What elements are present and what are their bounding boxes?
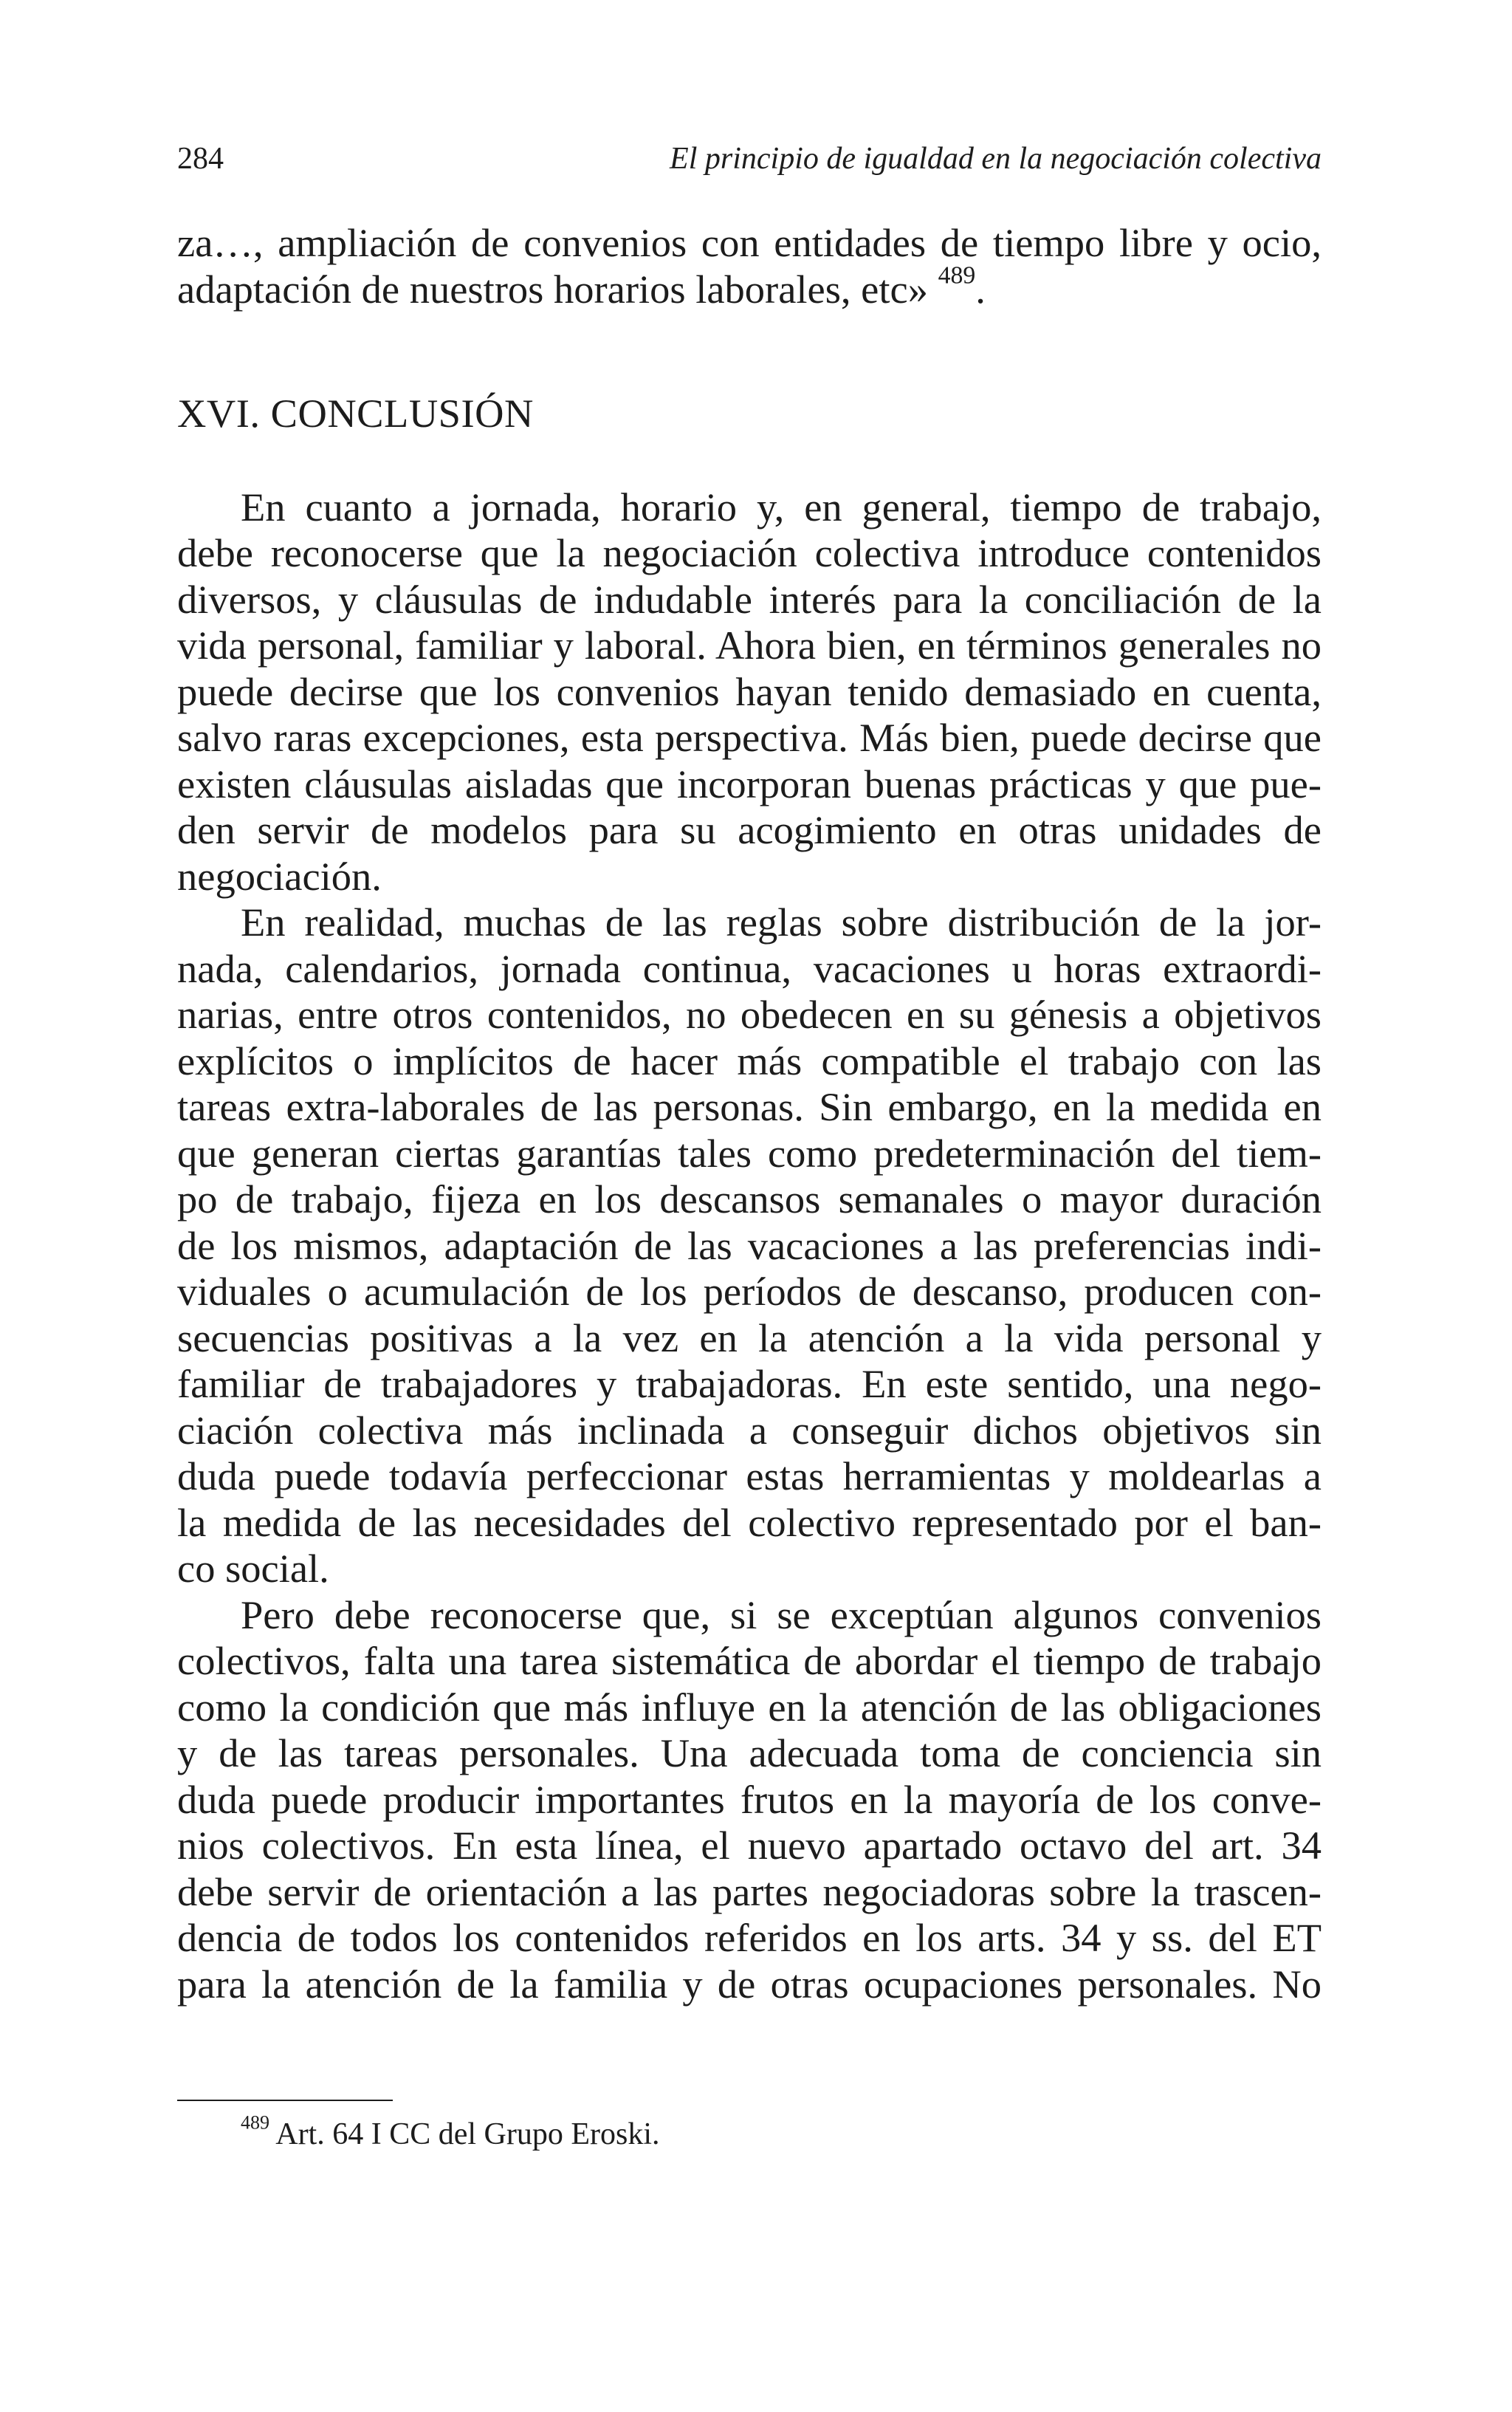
text-line: vida personal, familiar y laboral. Ahora bien, en términos generales no xyxy=(177,623,1322,668)
intro-fragment xyxy=(177,220,1322,312)
text-line xyxy=(177,261,1322,313)
text-line: puede decirse que los convenios hayan tenido demasiado en cuenta, xyxy=(177,668,1322,714)
footnote-number: 489 xyxy=(241,2111,270,2134)
text-line: En cuanto a jornada, horario y, en general, tiempo de trabajo, xyxy=(241,484,1322,530)
text-line: viduales o acumulación de los períodos de descanso, producen con- xyxy=(177,1269,1322,1314)
text-line: duda puede todavía perfeccionar estas herramientas y moldearlas a xyxy=(177,1453,1322,1498)
text-line: colectivos, falta una tarea sistemática de abordar el tiempo de trabajo xyxy=(177,1638,1322,1683)
footnote-separator xyxy=(177,2100,393,2101)
text-line: secuencias positivas a la vez en la atención a la vida personal y xyxy=(177,1315,1322,1360)
text-line: den servir de modelos para su acogimiento en otras unidades de xyxy=(177,807,1322,852)
text-line: co social. xyxy=(177,1546,329,1591)
text-line: nada, calendarios, jornada continua, vacaciones u horas extraordi- xyxy=(177,945,1322,991)
text-line: diversos, y cláusulas de indudable interés para la conciliación de la xyxy=(177,576,1322,622)
text-line: salvo raras excepciones, esta perspectiva. Más bien, puede decirse que xyxy=(177,715,1322,760)
text-line: debe reconocerse que la negociación colectiva introduce contenidos xyxy=(177,530,1322,575)
text-line: la medida de las necesidades del colectivo representado por el ban- xyxy=(177,1499,1322,1545)
footnote-text: Art. 64 I CC del Grupo Eroski. xyxy=(275,2117,660,2151)
running-head xyxy=(177,133,1322,185)
text-line: ciación colectiva más inclinada a conseguir dichos objetivos sin xyxy=(177,1407,1322,1453)
text-line: duda puede producir importantes frutos en la mayoría de los conve- xyxy=(177,1776,1322,1822)
paragraph-2 xyxy=(177,900,1322,1592)
text-line: debe servir de orientación a las partes negociadoras sobre la trascen- xyxy=(177,1868,1322,1914)
text-line: tareas extra-laborales de las personas. Sin embargo, en la medida en xyxy=(177,1084,1322,1129)
text-line: En realidad, muchas de las reglas sobre distribución de la jor- xyxy=(241,900,1322,945)
text-line: narias, entre otros contenidos, no obedecen en su génesis a objetivos xyxy=(177,992,1322,1037)
section-heading: XVI. CONCLUSIÓN xyxy=(177,391,534,436)
text-line: za…, ampliación de convenios con entidades de tiempo libre y ocio, xyxy=(177,220,1322,265)
text-line: que generan ciertas garantías tales como predeterminación del tiem- xyxy=(177,1130,1322,1176)
body-text xyxy=(177,220,1322,2007)
text-line: explícitos o implícitos de hacer más compatible el trabajo con las xyxy=(177,1038,1322,1083)
text-line: po de trabajo, fijeza en los descansos semanales o mayor duración xyxy=(177,1176,1322,1222)
text-line: de los mismos, adaptación de las vacaciones a las preferencias indi- xyxy=(177,1222,1322,1268)
text-line: familiar de trabajadores y trabajadoras. En este sentido, una nego- xyxy=(177,1361,1322,1406)
footnote xyxy=(241,2111,660,2155)
page-number: 284 xyxy=(177,142,224,176)
trailing-punctuation: . xyxy=(975,266,986,312)
running-title: El principio de igualdad en la negociación colectiva xyxy=(670,142,1322,176)
text-line: y de las tareas personales. Una adecuada toma de conciencia sin xyxy=(177,1730,1322,1775)
text-line: existen cláusulas aisladas que incorporan buenas prácticas y que pue- xyxy=(177,761,1322,806)
text-line: nios colectivos. En esta línea, el nuevo apartado octavo del art. 34 xyxy=(177,1823,1322,1868)
paragraph-1 xyxy=(177,484,1322,900)
text-line: negociación. xyxy=(177,853,382,899)
text-line: dencia de todos los contenidos referidos en los arts. 34 y ss. del ET xyxy=(177,1915,1322,1960)
footnote-ref: 489 xyxy=(938,261,976,289)
text-line: Pero debe reconocerse que, si se exceptúan algunos convenios xyxy=(241,1592,1322,1637)
text-line: para la atención de la familia y de otras ocupaciones personales. No xyxy=(177,1961,1322,2007)
text-line-content: adaptación de nuestros horarios laborales, etc» xyxy=(177,266,928,312)
text-line: como la condición que más influye en la atención de las obligaciones xyxy=(177,1684,1322,1730)
paragraph-3 xyxy=(177,1592,1322,2008)
